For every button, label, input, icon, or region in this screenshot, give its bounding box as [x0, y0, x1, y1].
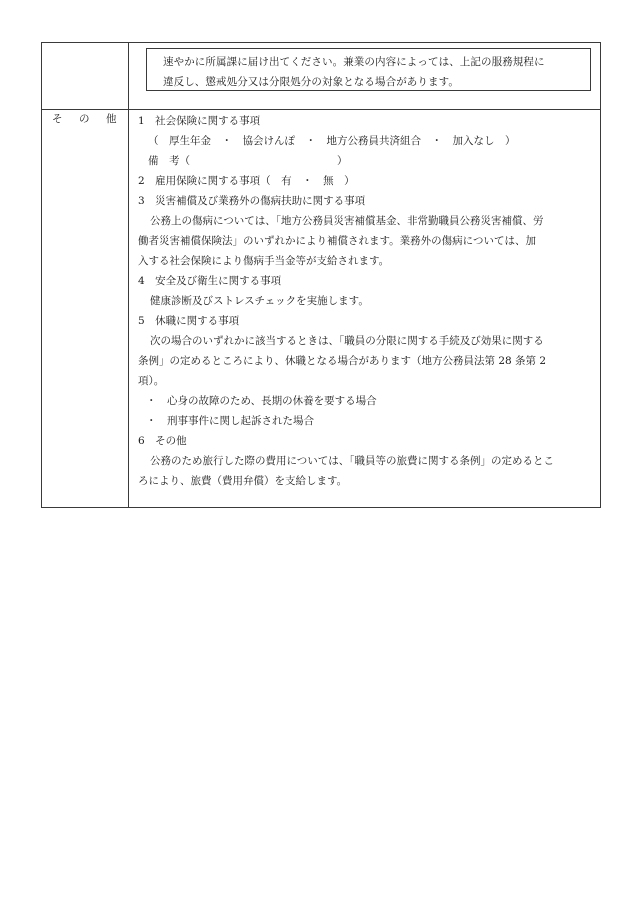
social-insurance-options: （ 厚生年金 ・ 協会けんぽ ・ 地方公務員共済組合 ・ 加入なし ） [148, 135, 516, 147]
label-char-2: の [79, 113, 90, 125]
side-job-notice-box [146, 48, 591, 91]
label-char-1: そ [52, 113, 63, 125]
social-insurance-remarks: 備 考（ ） [148, 155, 348, 167]
section-1-title: 1 社会保険に関する事項 [138, 115, 261, 127]
section-5-title: 5 休職に関する事項 [138, 315, 240, 327]
section-5-line-1: 次の場合のいずれかに該当するときは、「職員の分限に関する手続及び効果に関する [150, 335, 544, 347]
section-4-line-1: 健康診断及びストレスチェックを実施します。 [150, 295, 369, 307]
section-3-line-2: 働者災害補償保険法」のいずれかにより補償されます。業務外の傷病については、加 [138, 235, 536, 247]
section-5-bullet-1: ・ 心身の故障のため、長期の休養を要する場合 [146, 395, 377, 407]
section-4-title: 4 安全及び衛生に関する事項 [138, 275, 282, 287]
section-2-title: 2 雇用保険に関する事項（ 有 ・ 無 ） [138, 175, 355, 187]
conditions-table [41, 42, 601, 508]
section-5-line-3: 項）。 [138, 375, 165, 387]
notice-line-1: 速やかに所属課に届け出てください。兼業の内容によっては、上記の服務規程に [163, 56, 545, 68]
row-label-other [42, 109, 128, 129]
section-3-line-1: 公務上の傷病については、「地方公務員災害補償基金、非常勤職員公務災害補償、労 [150, 215, 544, 227]
section-6-title: 6 その他 [138, 435, 187, 447]
section-6-line-1: 公務のため旅行した際の費用については、「職員等の旅費に関する条例」の定めるとこ [150, 455, 555, 467]
section-6-line-2: ろにより、旅費（費用弁償）を支給します。 [138, 475, 348, 487]
section-3-title: 3 災害補償及び業務外の傷病扶助に関する事項 [138, 195, 366, 207]
section-5-bullet-2: ・ 刑事事件に関し起訴された場合 [146, 415, 314, 427]
section-3-line-3: 入する社会保険により傷病手当金等が支給されます。 [138, 255, 390, 267]
label-char-3: 他 [106, 113, 117, 125]
section-5-line-2: 条例」の定めるところにより、休職となる場合があります（地方公務員法第 28 条第 2 [138, 355, 547, 367]
column-divider [128, 43, 129, 507]
notice-line-2: 違反し、懲戒処分又は分限処分の対象となる場合があります。 [163, 76, 459, 88]
